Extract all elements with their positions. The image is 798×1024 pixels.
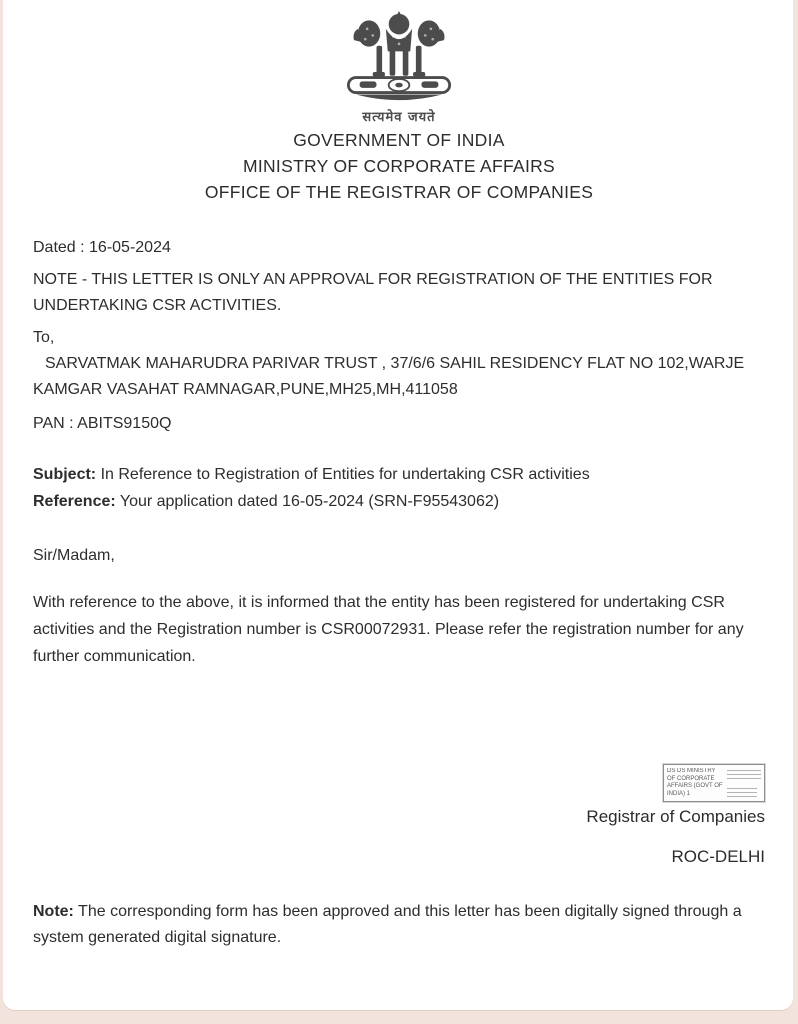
subject-label: Subject:	[33, 466, 97, 483]
signer-office: ROC-DELHI	[671, 847, 765, 866]
recipient-address: SARVATMAK MAHARUDRA PARIVAR TRUST , 37/6/6 SAHIL RESIDENCY FLAT NO 102,WARJE KAMGAR VASAHAT RAMNAGAR,PUNE,MH25,MH,411058	[33, 355, 745, 398]
digital-signature-stamp-text: DS DS MINISTRY OF CORPORATE AFFAIRS (GOVT OF INDIA) 1	[667, 768, 723, 797]
letterhead-emblem	[33, 8, 765, 125]
approval-note: NOTE - THIS LETTER IS ONLY AN APPROVAL FOR REGISTRATION OF THE ENTITIES FOR UNDERTAKING CSR ACTIVITIES.	[33, 271, 713, 314]
national-emblem-icon	[324, 8, 474, 104]
subject-text: In Reference to Registration of Entities for undertaking CSR activities	[96, 466, 590, 483]
reference-label: Reference:	[33, 493, 116, 510]
fineprint-lines-top	[727, 770, 761, 781]
emblem-motto: सत्यमेव जयते	[362, 110, 436, 125]
letter-page	[3, 0, 793, 1010]
subject-line	[33, 461, 765, 488]
digital-signature-stamp	[663, 764, 765, 802]
signer-title: Registrar of Companies	[586, 807, 765, 826]
body-paragraph: With reference to the above, it is informed that the entity has been registered for undertaking CSR activities and the Registration number is CSR00072931. Please refer the registration number for any further communication.	[33, 594, 744, 665]
recipient-pan: PAN : ABITS9150Q	[33, 415, 172, 432]
dated-line: Dated : 16-05-2024	[33, 239, 171, 256]
letterhead-office: OFFICE OF THE REGISTRAR OF COMPANIES	[204, 182, 594, 202]
letterhead-ministry: MINISTRY OF CORPORATE AFFAIRS	[242, 156, 556, 176]
greeting: Sir/Madam,	[33, 547, 115, 564]
fineprint-lines-bottom	[727, 788, 757, 799]
recipient-salutation: To,	[33, 329, 55, 346]
footer-note	[33, 899, 765, 951]
footer-note-text: The corresponding form has been approved and this letter has been digitally signed through a system generated digital signature.	[33, 903, 742, 946]
letterhead-government: GOVERNMENT OF INDIA	[293, 130, 505, 150]
digital-signature-fineprint	[727, 768, 761, 799]
reference-text: Your application dated 16-05-2024 (SRN-F95543062)	[115, 493, 500, 510]
footer-note-label: Note:	[33, 903, 74, 920]
reference-line	[33, 488, 765, 515]
